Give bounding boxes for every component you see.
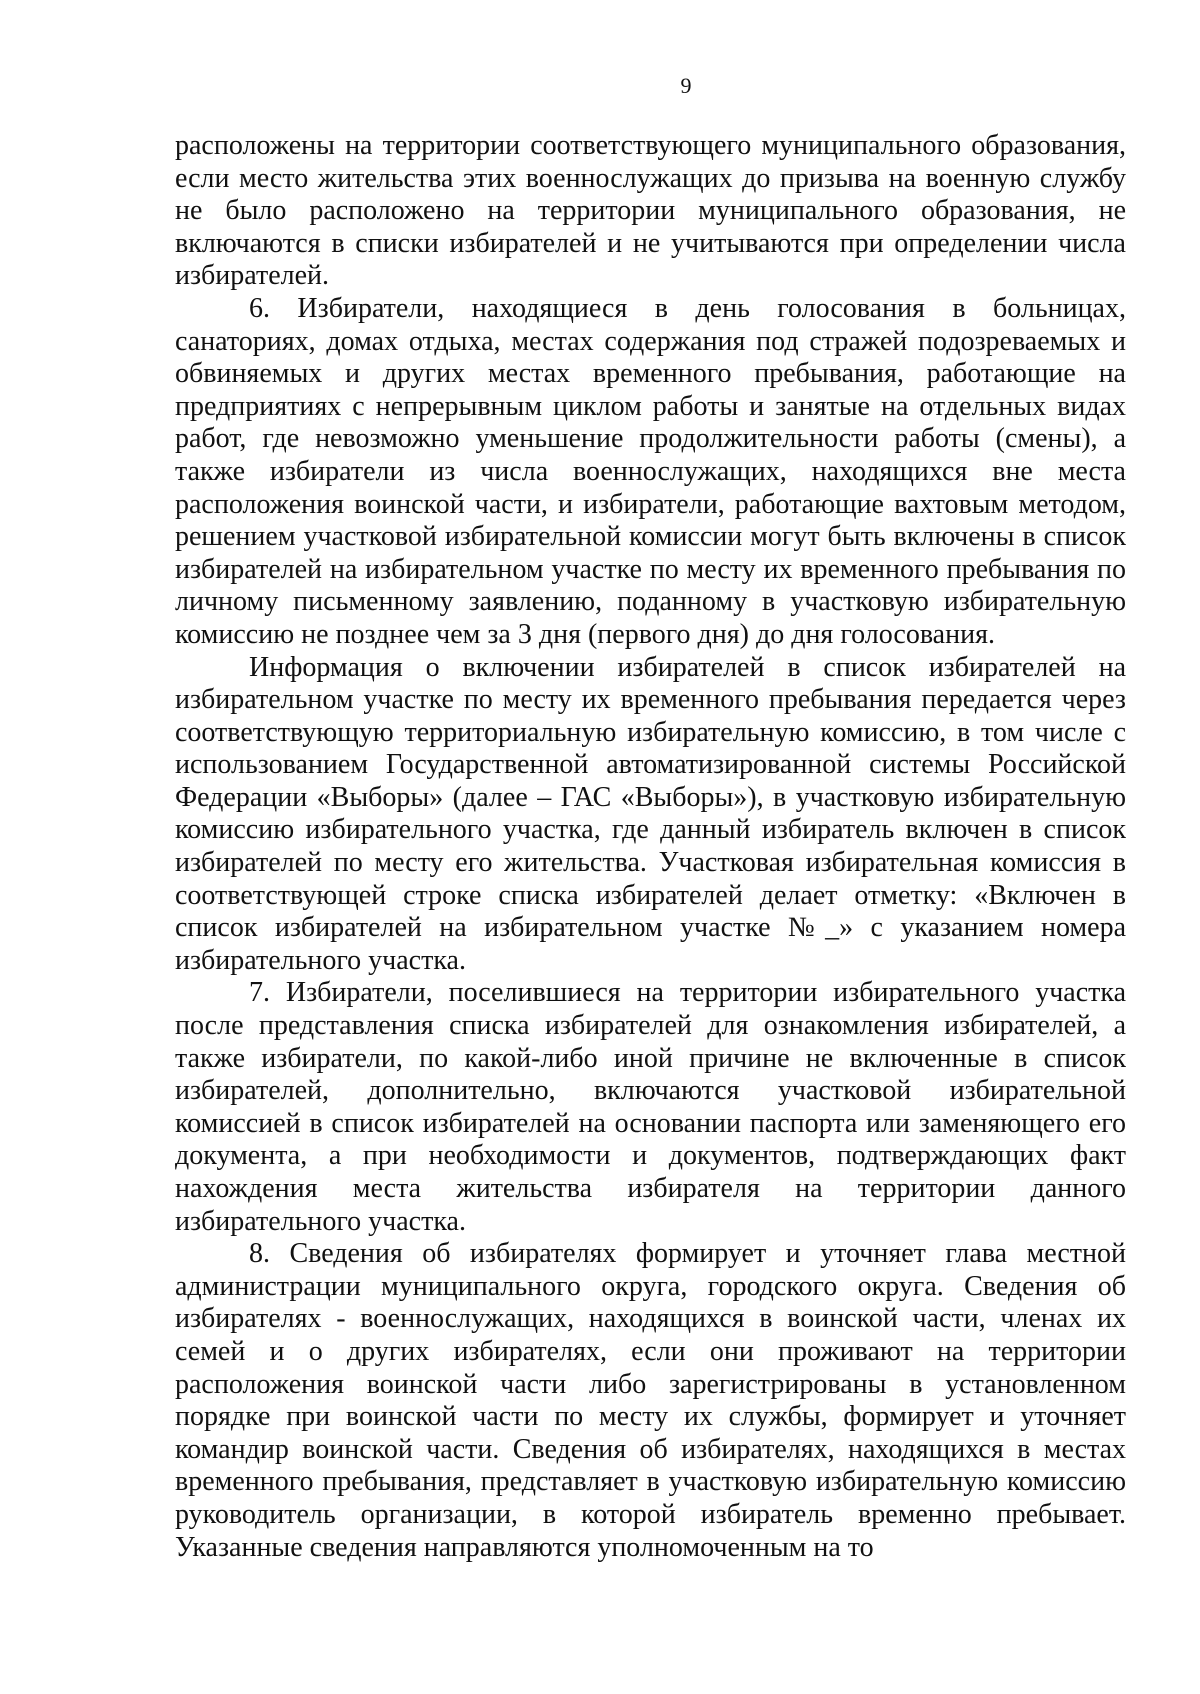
paragraph-information: Информация о включении избирателей в список избирателей на избирательном участке по месту их временного пребывания передается через соответствующую территориальную избирательную комиссию, в том числе с использованием Государственной автоматизированной системы Российской Федерации «Выборы» (далее – ГАС «Выборы»), в участковую избирательную комиссию избирательного участка, где данный избиратель включен в список избирателей по месту его жительства. Участковая избирательная комиссия в соответствующей строке списка избирателей делает отметку: «Включен в список избирателей на избирательном участке №_» с указанием номера избирательного участка. bbox=[175, 651, 1126, 976]
paragraph-item-7: 7. Избиратели, поселившиеся на территории избирательного участка после представления списка избирателей для ознакомления избирателей, а также избиратели, по какой-либо иной причине не включенные в список избирателей, дополнительно, включаются участковой избирательной комиссией в список избирателей на основании паспорта или заменяющего его документа, а при необходимости и документов, подтверждающих факт нахождения места жительства избирателя на территории данного избирательного участка. bbox=[175, 977, 1126, 1237]
paragraph-item-6: 6. Избиратели, находящиеся в день голосования в больницах, санаториях, домах отдыха, местах содержания под стражей подозреваемых и обвиняемых и других местах временного пребывания, работающие на предприятиях с непрерывным циклом работы и занятые на отдельных видах работ, где невозможно уменьшение продолжительности работы (смены), а также избиратели из числа военнослужащих, находящихся вне места расположения воинской части, и избиратели, работающие вахтовым методом, решением участковой избирательной комиссии могут быть включены в список избирателей на избирательном участке по месту их временного пребывания по личному письменному заявлению, поданному в участковую избирательную комиссию не позднее чем за 3 дня (первого дня) до дня голосования. bbox=[175, 292, 1126, 650]
paragraph-item-8: 8. Сведения об избирателях формирует и уточняет глава местной администрации муниципального округа, городского округа. Сведения об избирателях - военнослужащих, находящихся в воинской части, членах их семей и о других избирателях, если они проживают на территории расположения воинской части либо зарегистрированы в установленном порядке при воинской части по месту их службы, формирует и уточняет командир воинской части. Сведения об избирателях, находящихся в местах временного пребывания, представляет в участковую избирательную комиссию руководитель организации, в которой избиратель временно пребывает. Указанные сведения направляются уполномоченным на то bbox=[175, 1238, 1126, 1563]
document-body bbox=[175, 130, 1126, 1564]
page-number: 9 bbox=[680, 73, 692, 98]
paragraph-continuation: расположены на территории соответствующего муниципального образования, если место жительства этих военнослужащих до призыва на военную службу не было расположено на территории муниципального образования, не включаются в списки избирателей и не учитываются при определении числа избирателей. bbox=[175, 130, 1126, 292]
